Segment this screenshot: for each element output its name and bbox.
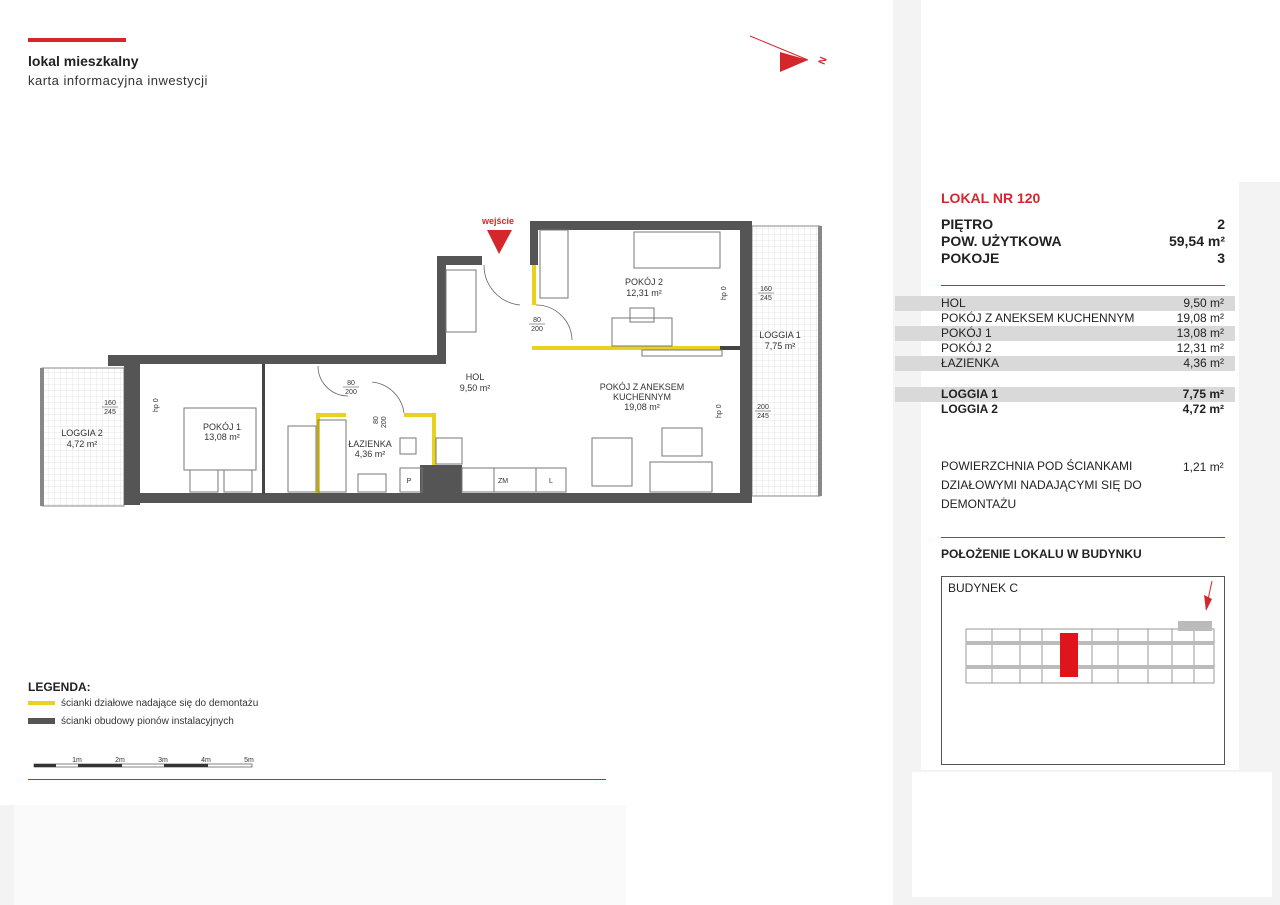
room-row-name: POKÓJ 2 <box>941 341 992 355</box>
loggia-1-area <box>752 226 820 496</box>
entrance-arrow-icon <box>487 230 512 254</box>
room-name-pokoj2: POKÓJ 2 <box>624 277 664 287</box>
summary-label: PIĘTRO <box>941 216 994 232</box>
dim-vertical-top: 80 <box>373 416 380 424</box>
legend-swatch-gray <box>28 718 55 724</box>
dim-top: 80 <box>533 317 541 324</box>
dim-bottom: 245 <box>760 295 772 302</box>
legend-label: ścianki działowe nadające się do demontażu <box>61 698 259 709</box>
legend-title: LEGENDA: <box>28 680 91 694</box>
panel-divider <box>941 285 1225 286</box>
scale-label: 4m <box>201 757 211 764</box>
unit-number: LOKAL NR 120 <box>941 190 1041 206</box>
legend-label: ścianki obudowy pionów instalacyjnych <box>61 716 234 727</box>
dim-bottom: 245 <box>104 409 116 416</box>
room-row-value: 12,31 m² <box>1176 341 1224 355</box>
summary-label: POW. UŻYTKOWA <box>941 233 1062 249</box>
right-panel-top-blank <box>921 0 1280 182</box>
right-panel-bottom-blank <box>912 772 1272 897</box>
loggia-row-name: LOGGIA 2 <box>941 402 998 416</box>
dim-bottom: 245 <box>757 413 769 420</box>
room-row-value: 19,08 m² <box>1176 311 1224 325</box>
room-name-hol: HOL <box>465 372 485 382</box>
dim-bottom: 200 <box>531 326 543 333</box>
room-row-value: 4,36 m² <box>1183 356 1224 370</box>
hp-label: hp 0 <box>721 286 728 300</box>
room-area-kitchen: 19,08 m² <box>624 402 660 412</box>
room-name-lazienka: ŁAZIENKA <box>348 439 392 449</box>
room-row-value: 13,08 m² <box>1176 326 1224 340</box>
room-row <box>895 326 1235 341</box>
room-area-pokoj1: 13,08 m² <box>204 432 240 442</box>
dim-top: 80 <box>347 380 355 387</box>
room-row-name: ŁAZIENKA <box>941 356 1000 370</box>
room-row <box>895 296 1235 311</box>
dim-bottom: 200 <box>345 389 357 396</box>
summary-value: 59,54 m² <box>1168 233 1225 249</box>
summary-value: 2 <box>1217 216 1225 232</box>
room-row <box>895 341 1235 356</box>
legend-swatch-yellow <box>28 701 55 705</box>
appliance-label: P <box>406 478 412 485</box>
scale-label: 5m <box>244 757 254 764</box>
building-label: BUDYNEK C <box>948 581 1019 595</box>
room-row-value: 9,50 m² <box>1183 296 1224 310</box>
entrance-label: wejście <box>482 216 515 226</box>
compass-label: N <box>816 55 830 67</box>
dim-vertical-bottom: 200 <box>381 416 388 428</box>
scale-label: 3m <box>158 757 168 764</box>
room-area-pokoj2: 12,31 m² <box>626 288 662 298</box>
loggia-row-value: 4,72 m² <box>1182 402 1224 416</box>
room-area-loggia2: 4,72 m² <box>66 439 98 449</box>
dim-top: 200 <box>757 404 769 411</box>
loggia-row-name: LOGGIA 1 <box>941 387 998 401</box>
legend-item <box>28 716 234 727</box>
floor-plan <box>0 0 880 560</box>
building-position-label: POŁOŻENIE LOKALU W BUDYNKU <box>941 547 1142 561</box>
left-bottom-strip <box>0 805 14 905</box>
loggia-row-value: 7,75 m² <box>1182 387 1224 401</box>
room-name-loggia1: LOGGIA 1 <box>759 330 801 340</box>
demountable-area-label: POWIERZCHNIA POD ŚCIANKAMI DZIAŁOWYMI NADAJĄCYMI SIĘ DO DEMONTAŻU <box>941 459 1142 511</box>
room-name-loggia2: LOGGIA 2 <box>61 428 103 438</box>
building-minimap <box>941 576 1225 765</box>
room-name-kitchen-2: KUCHENNYM <box>612 392 672 402</box>
room-row-name: POKÓJ 1 <box>941 326 992 340</box>
room-row <box>895 356 1235 371</box>
summary-value: 3 <box>1217 250 1225 266</box>
bottom-divider <box>28 779 606 780</box>
room-area-loggia1: 7,75 m² <box>764 341 796 351</box>
room-name-kitchen: POKÓJ Z ANEKSEM <box>599 382 685 392</box>
hp-label: hp 0 <box>153 398 160 412</box>
summary-row-floor <box>941 216 1225 232</box>
loggia-row <box>895 402 1235 417</box>
scale-label: 1m <box>72 757 82 764</box>
room-row-name: POKÓJ Z ANEKSEM KUCHENNYM <box>941 311 1135 325</box>
building-plan-thumbnail <box>942 577 1224 764</box>
summary-row-area <box>941 233 1225 249</box>
room-row-name: HOL <box>941 296 966 310</box>
room-area-hol: 9,50 m² <box>459 383 491 393</box>
scale-label: 2m <box>115 757 125 764</box>
dim-top: 160 <box>760 286 772 293</box>
appliance-label: ZM <box>497 478 509 485</box>
scale-bar <box>30 754 260 770</box>
unit-location-marker <box>1060 633 1078 677</box>
room-name-pokoj1: POKÓJ 1 <box>202 422 242 432</box>
dim-top: 160 <box>104 400 116 407</box>
demountable-area-value: 1,21 m² <box>1183 460 1224 474</box>
summary-row-rooms <box>941 250 1225 266</box>
panel-divider <box>941 537 1225 538</box>
appliance-label: L <box>549 478 553 485</box>
summary-label: POKOJE <box>941 250 1000 266</box>
room-row <box>895 311 1235 326</box>
legend-item <box>28 698 258 709</box>
page-title: lokal mieszkalny <box>28 53 139 69</box>
page-subtitle: karta informacyjna inwestycji <box>28 73 208 88</box>
room-area-lazienka: 4,36 m² <box>354 449 386 459</box>
bottom-blank-area <box>14 805 626 905</box>
hp-label: hp 0 <box>716 404 723 418</box>
loggia-row <box>895 387 1235 402</box>
